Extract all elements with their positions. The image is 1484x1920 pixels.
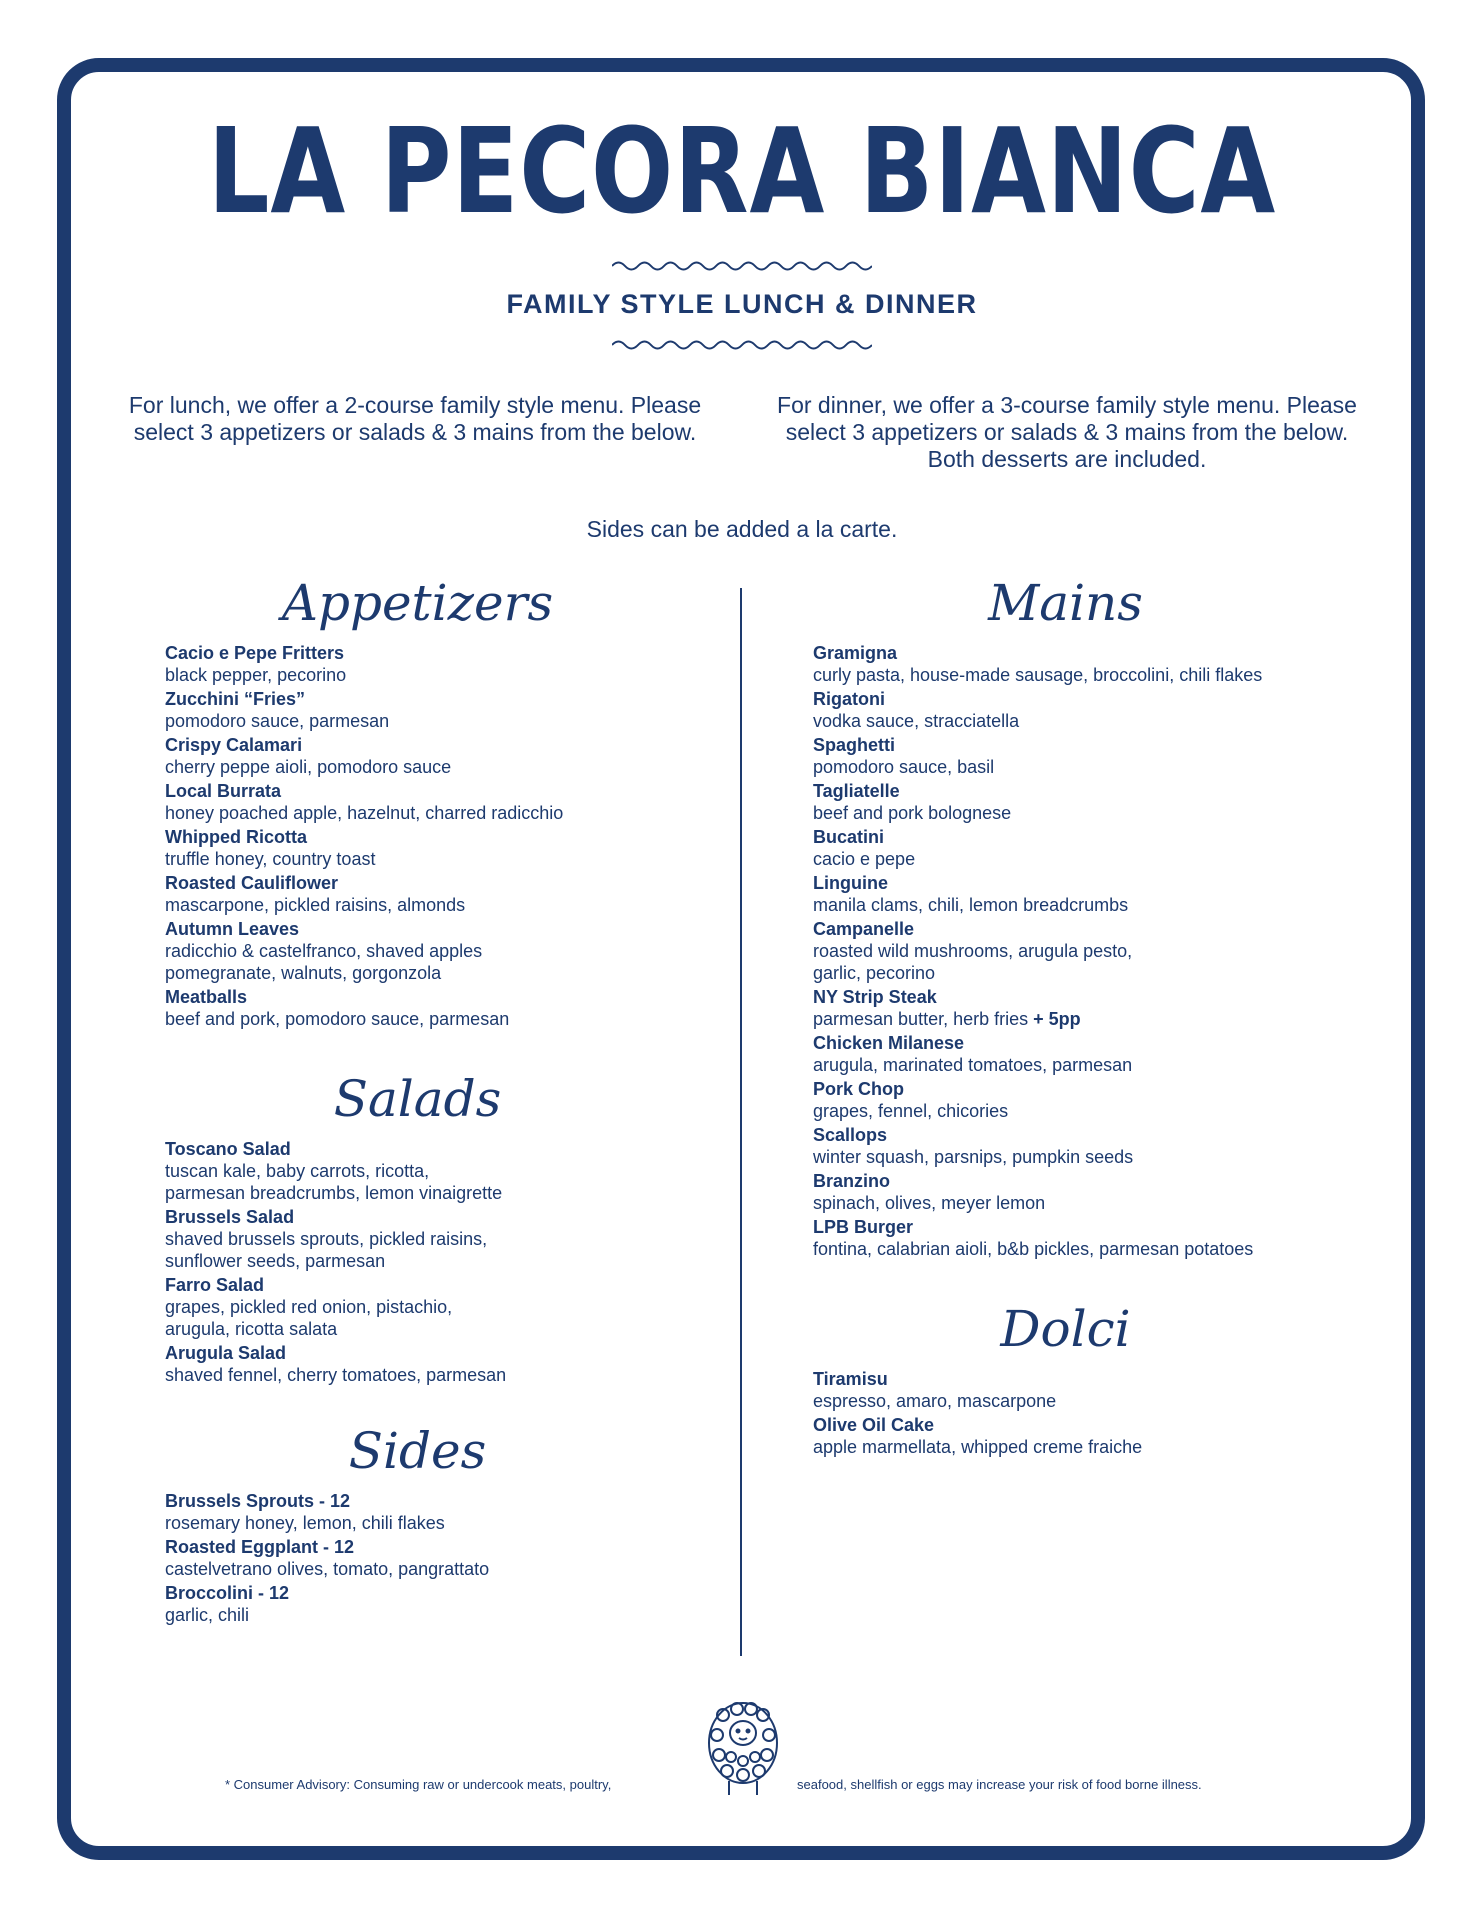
menu-item xyxy=(165,780,725,824)
menu-item xyxy=(813,918,1373,984)
item-name: Autumn Leaves xyxy=(165,919,300,939)
item-desc: grapes, fennel, chicories xyxy=(813,1101,1009,1121)
item-name: Meatballs xyxy=(165,987,248,1007)
item-desc: parmesan butter, herb fries xyxy=(813,1009,1029,1029)
menu-item xyxy=(165,1206,725,1272)
item-name: Scallops xyxy=(813,1125,888,1145)
item-name: Crispy Calamari xyxy=(165,735,303,755)
item-name: Brussels Sprouts - 12 xyxy=(165,1491,351,1511)
item-desc: shaved fennel, cherry tomatoes, parmesan xyxy=(165,1365,507,1385)
wave-divider-top xyxy=(612,258,872,274)
item-desc: manila clams, chili, lemon breadcrumbs xyxy=(813,895,1129,915)
menu-item xyxy=(165,986,725,1030)
item-name: Roasted Cauliflower xyxy=(165,873,339,893)
item-name: Zucchini “Fries” xyxy=(165,689,306,709)
column-divider xyxy=(740,588,742,1656)
menu-item xyxy=(165,1490,725,1534)
menu-item xyxy=(813,1414,1373,1458)
menu-item xyxy=(813,986,1373,1030)
menu-item xyxy=(813,1216,1373,1260)
menu-item xyxy=(165,642,725,686)
item-desc: roasted wild mushrooms, arugula pesto, xyxy=(813,941,1133,961)
item-name: Broccolini - 12 xyxy=(165,1583,290,1603)
menu-item xyxy=(813,1124,1373,1168)
menu-item xyxy=(813,872,1373,916)
lunch-intro: For lunch, we offer a 2-course family style menu. Please select 3 appetizers or salads & 3 mains from the below. xyxy=(128,392,702,445)
menu-item xyxy=(165,1536,725,1580)
item-name: Linguine xyxy=(813,873,888,893)
menu-item xyxy=(165,826,725,870)
item-name: Spaghetti xyxy=(813,735,896,755)
item-desc-line2: garlic, pecorino xyxy=(813,963,936,983)
menu-item xyxy=(813,780,1373,824)
menu-item xyxy=(165,872,725,916)
item-desc: apple marmellata, whipped creme fraiche xyxy=(813,1437,1143,1457)
menu-item xyxy=(813,826,1373,870)
menu-subtitle: FAMILY STYLE LUNCH & DINNER xyxy=(506,289,978,319)
item-name: Chicken Milanese xyxy=(813,1033,965,1053)
item-desc: beef and pork, pomodoro sauce, parmesan xyxy=(165,1009,510,1029)
menu-item xyxy=(165,688,725,732)
menu-item xyxy=(813,1170,1373,1214)
dinner-intro: For dinner, we offer a 3-course family style menu. Please select 3 appetizers or salads & 3 mains from the below. Both desserts are included. xyxy=(777,392,1357,472)
item-desc: espresso, amaro, mascarpone xyxy=(813,1391,1057,1411)
item-desc: grapes, pickled red onion, pistachio, xyxy=(165,1297,453,1317)
upcharge: + 5pp xyxy=(1033,1009,1081,1029)
item-desc: spinach, olives, meyer lemon xyxy=(813,1193,1046,1213)
item-desc: garlic, chili xyxy=(165,1605,250,1625)
left-column xyxy=(165,574,725,1628)
menu-item xyxy=(813,734,1373,778)
item-desc: tuscan kale, baby carrots, ricotta, xyxy=(165,1161,430,1181)
item-name: Gramigna xyxy=(813,643,898,663)
item-name: Bucatini xyxy=(813,827,885,847)
item-desc: fontina, calabrian aioli, b&b pickles, parmesan potatoes xyxy=(813,1239,1254,1259)
item-name: NY Strip Steak xyxy=(813,987,937,1007)
item-name: Olive Oil Cake xyxy=(813,1415,935,1435)
item-desc: mascarpone, pickled raisins, almonds xyxy=(165,895,466,915)
item-desc: vodka sauce, stracciatella xyxy=(813,711,1020,731)
item-desc: rosemary honey, lemon, chili flakes xyxy=(165,1513,445,1533)
item-desc-line2: arugula, ricotta salata xyxy=(165,1319,338,1339)
advisory-text-right: seafood, shellfish or eggs may increase your risk of food borne illness. xyxy=(797,1777,1202,1792)
item-desc: radicchio & castelfranco, shaved apples xyxy=(165,941,483,961)
item-desc: beef and pork bolognese xyxy=(813,803,1012,823)
item-desc: shaved brussels sprouts, pickled raisins, xyxy=(165,1229,488,1249)
restaurant-title: LA PECORA BIANCA xyxy=(207,102,1277,240)
item-name: Tiramisu xyxy=(813,1369,888,1389)
item-name: Rigatoni xyxy=(813,689,885,709)
advisory-text-left: * Consumer Advisory: Consuming raw or undercook meats, poultry, xyxy=(225,1777,612,1792)
menu-item xyxy=(165,1274,725,1340)
wave-divider-bottom xyxy=(612,337,872,353)
item-desc: pomodoro sauce, parmesan xyxy=(165,711,390,731)
menu-item xyxy=(813,1368,1373,1412)
item-name: Roasted Eggplant - 12 xyxy=(165,1537,355,1557)
appetizers-heading: Appetizers xyxy=(281,574,554,632)
sides-heading: Sides xyxy=(348,1422,487,1480)
item-desc: curly pasta, house-made sausage, broccolini, chili flakes xyxy=(813,665,1263,685)
item-desc: honey poached apple, hazelnut, charred radicchio xyxy=(165,803,564,823)
item-desc: cacio e pepe xyxy=(813,849,916,869)
sheep-icon xyxy=(705,1695,781,1799)
menu-item xyxy=(165,1582,725,1626)
menu-item xyxy=(165,1342,725,1386)
dolci-heading: Dolci xyxy=(1000,1300,1131,1358)
item-desc: castelvetrano olives, tomato, pangrattato xyxy=(165,1559,490,1579)
item-desc-wrap xyxy=(813,1008,1373,1030)
item-name: Whipped Ricotta xyxy=(165,827,307,847)
menu-item xyxy=(813,1078,1373,1122)
menu-item xyxy=(813,642,1373,686)
menu-item xyxy=(165,734,725,778)
item-name: LPB Burger xyxy=(813,1217,914,1237)
item-name: Arugula Salad xyxy=(165,1343,287,1363)
salads-heading: Salads xyxy=(333,1070,502,1128)
item-name: Local Burrata xyxy=(165,781,282,801)
mains-heading: Mains xyxy=(988,574,1143,632)
sides-note: Sides can be added a la carte. xyxy=(586,516,898,542)
item-name: Tagliatelle xyxy=(813,781,900,801)
menu-item xyxy=(165,1138,725,1204)
item-desc-line2: pomegranate, walnuts, gorgonzola xyxy=(165,963,442,983)
item-desc: cherry peppe aioli, pomodoro sauce xyxy=(165,757,452,777)
item-desc: black pepper, pecorino xyxy=(165,665,347,685)
item-name: Pork Chop xyxy=(813,1079,905,1099)
item-name: Cacio e Pepe Fritters xyxy=(165,643,345,663)
item-desc: arugula, marinated tomatoes, parmesan xyxy=(813,1055,1133,1075)
item-desc-line2: sunflower seeds, parmesan xyxy=(165,1251,386,1271)
item-desc-line2: parmesan breadcrumbs, lemon vinaigrette xyxy=(165,1183,503,1203)
menu-item xyxy=(813,688,1373,732)
item-name: Toscano Salad xyxy=(165,1139,291,1159)
item-desc: winter squash, parsnips, pumpkin seeds xyxy=(813,1147,1134,1167)
item-name: Campanelle xyxy=(813,919,915,939)
item-desc: truffle honey, country toast xyxy=(165,849,376,869)
menu-item xyxy=(813,1032,1373,1076)
menu-item xyxy=(165,918,725,984)
item-name: Branzino xyxy=(813,1171,891,1191)
item-name: Farro Salad xyxy=(165,1275,265,1295)
item-name: Brussels Salad xyxy=(165,1207,295,1227)
item-desc: pomodoro sauce, basil xyxy=(813,757,995,777)
right-column xyxy=(813,574,1373,1460)
